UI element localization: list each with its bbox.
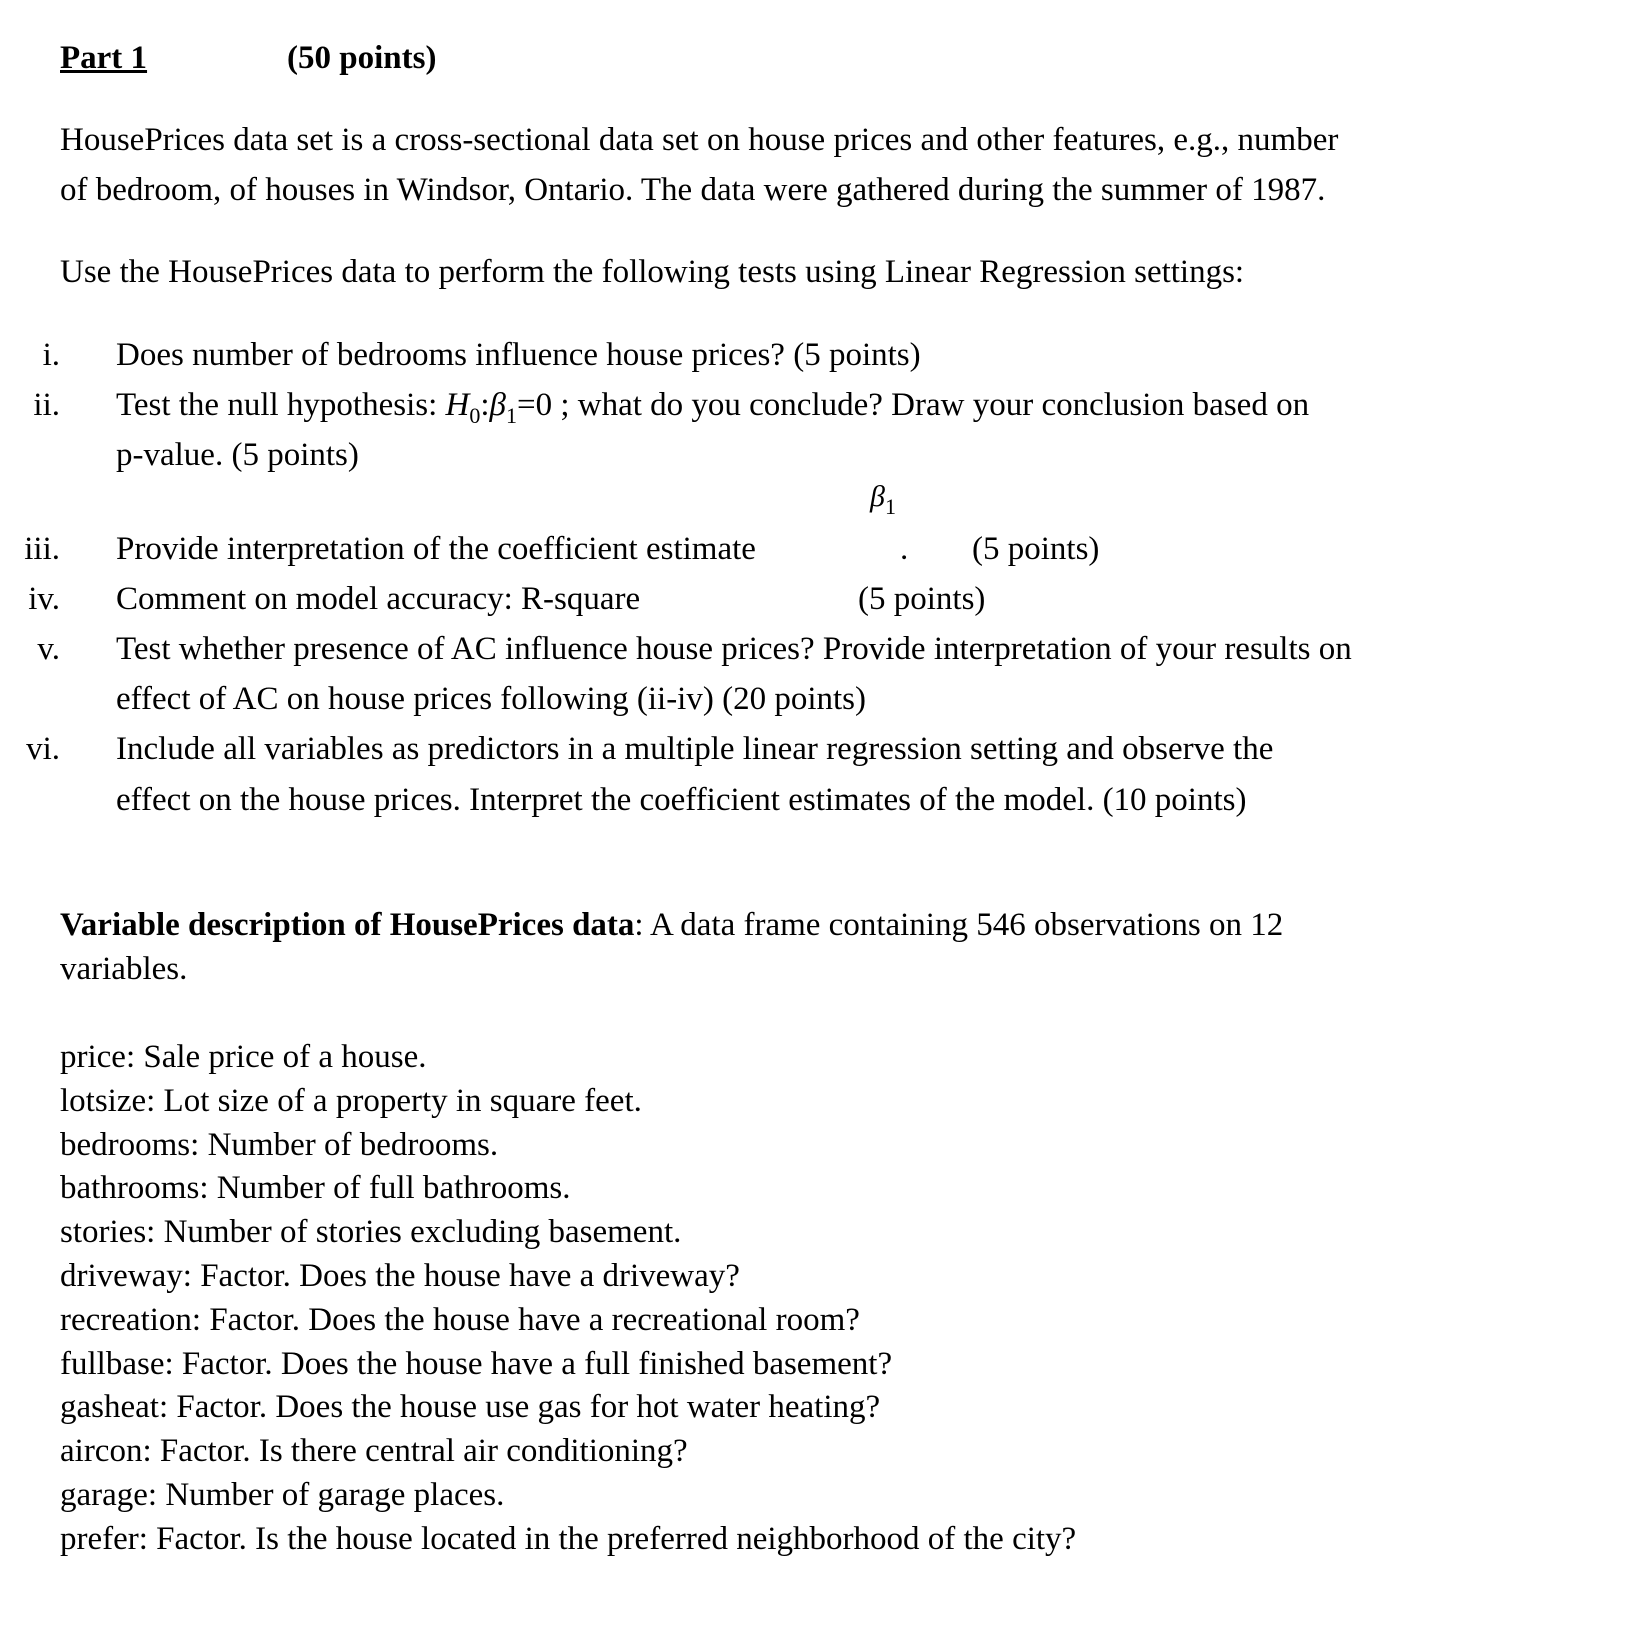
question-number: vi. bbox=[26, 731, 60, 767]
intro-line: of bedroom, of houses in Windsor, Ontario. The data were gathered during the summer of 1987. bbox=[60, 172, 1326, 208]
question-text bbox=[116, 389, 1309, 427]
dot: . bbox=[900, 531, 909, 567]
variable-item: prefer: Factor. Is the house located in the preferred neighborhood of the city? bbox=[60, 1520, 1077, 1557]
question-text: Comment on model accuracy: R-square bbox=[116, 581, 641, 617]
part-title: Part 1 bbox=[60, 40, 148, 76]
question-text: p-value. (5 points) bbox=[116, 437, 359, 473]
variable-item: recreation: Factor. Does the house have a recreational room? bbox=[60, 1301, 860, 1338]
variable-item: garage: Number of garage places. bbox=[60, 1477, 505, 1513]
question-number: iv. bbox=[28, 581, 60, 617]
variable-item: fullbase: Factor. Does the house have a full finished basement? bbox=[60, 1345, 893, 1382]
variable-item: stories: Number of stories excluding basement. bbox=[60, 1214, 682, 1251]
question-text: Provide interpretation of the coefficient estimate bbox=[116, 531, 756, 567]
question-text: effect on the house prices. Interpret the coefficient estimates of the model. (10 points) bbox=[116, 782, 1247, 818]
question-number: i. bbox=[42, 337, 60, 373]
variable-item: aircon: Factor. Is there central air conditioning? bbox=[60, 1433, 688, 1470]
hypothesis-h-sub: 0 bbox=[469, 403, 481, 428]
beta-symbol: $\beta_1$ bbox=[870, 480, 896, 519]
question-text: Does number of bedrooms influence house prices? (5 points) bbox=[116, 337, 921, 373]
intro-instruction: Use the HousePrices data to perform the following tests using Linear Regression settings: bbox=[60, 254, 1245, 290]
question-number: v. bbox=[37, 631, 60, 667]
question-text: effect of AC on house prices following (ii-iv) (20 points) bbox=[116, 681, 866, 717]
hypothesis-beta-sub: 1 bbox=[505, 403, 517, 428]
question-number: ii. bbox=[33, 387, 60, 423]
hypothesis-beta: β bbox=[489, 387, 506, 423]
question-points: (5 points) bbox=[858, 581, 986, 617]
part-points: (50 points) bbox=[287, 40, 437, 76]
question-text: Include all variables as predictors in a multiple linear regression setting and observe the bbox=[116, 731, 1274, 767]
hypothesis-eq: =0 bbox=[516, 387, 553, 423]
question-points: (5 points) bbox=[972, 531, 1100, 567]
variables-desc: variables. bbox=[60, 951, 188, 987]
question-number: iii. bbox=[24, 531, 60, 567]
question-text: Test whether presence of AC influence house prices? Provide interpretation of your results on bbox=[116, 631, 1352, 667]
hypothesis-h: H bbox=[445, 387, 470, 423]
variable-item: bathrooms: Number of full bathrooms. bbox=[60, 1170, 571, 1207]
hypothesis-colon: : bbox=[480, 387, 490, 423]
question-post: ; what do you conclude? Draw your conclusion based on bbox=[552, 387, 1310, 423]
question-pre: Test the null hypothesis: bbox=[116, 387, 446, 423]
variable-item: bedrooms: Number of bedrooms. bbox=[60, 1126, 499, 1163]
variable-item: lotsize: Lot size of a property in square feet. bbox=[60, 1082, 642, 1119]
variable-item: gasheat: Factor. Does the house use gas for hot water heating? bbox=[60, 1389, 881, 1426]
variable-item: price: Sale price of a house. bbox=[60, 1039, 427, 1075]
variables-heading: Variable description of HousePrices data: A data frame containing 546 observations on 12 bbox=[60, 907, 1284, 943]
intro-line: HousePrices data set is a cross-sectional data set on house prices and other features, e.g., number bbox=[60, 122, 1339, 158]
variable-item: driveway: Factor. Does the house have a driveway? bbox=[60, 1258, 740, 1294]
